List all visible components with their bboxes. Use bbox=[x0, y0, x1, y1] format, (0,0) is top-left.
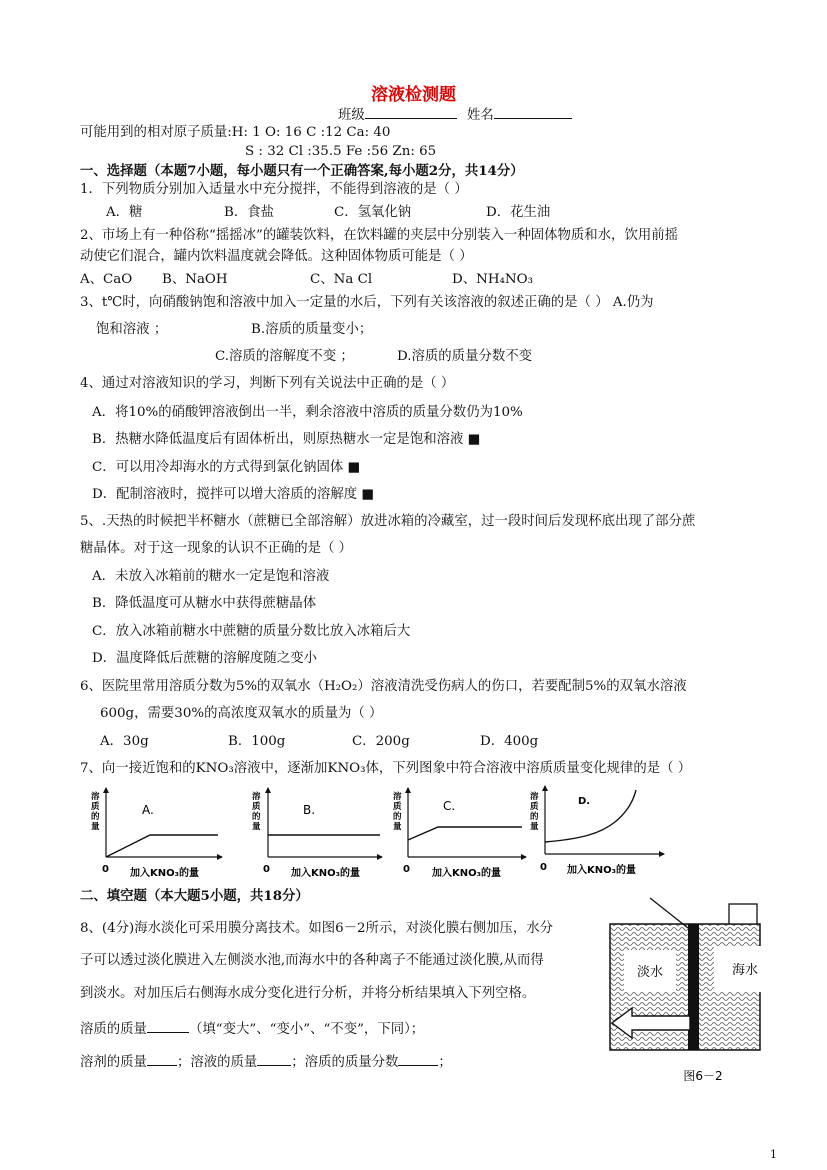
membrane bbox=[688, 924, 699, 1050]
q7-graph-c-xlabel: 加入KNO₃的量 bbox=[432, 868, 501, 879]
q1-option-c: C．氢氧化钠 bbox=[334, 205, 412, 220]
q5-stem-1: 5、.天热的时候把半杯糖水（蔗糖已全部溶解）放进冰箱的冷藏室，过一段时间后发现杯底出现了部分蔗 bbox=[80, 514, 696, 529]
figure-caption: 图6－2 bbox=[683, 1069, 723, 1083]
q7-graph-c-ylabel-4: 量 bbox=[393, 822, 402, 832]
q2-option-b: B、NaOH bbox=[162, 272, 228, 287]
q3-stem: 3、t℃时，向硝酸钠饱和溶液中加入一定量的水后，下列有关该溶液的叙述正确的是（ ） A.仍为 bbox=[80, 295, 654, 310]
section-1-heading: 一、选择题（本题7小题，每小题只有一个正确答案,每小题2分，共14分） bbox=[80, 163, 524, 179]
q7-graph-b-ylabel-3: 的 bbox=[252, 812, 261, 822]
q7-graph-b-label: B. bbox=[303, 803, 316, 817]
q7-graph-a-ylabel-4: 量 bbox=[91, 822, 100, 832]
q5-option-a: A．未放入冰箱前的糖水一定是饱和溶液 bbox=[92, 569, 330, 584]
q7-graph-a-xlabel: 加入KNO₃的量 bbox=[130, 868, 199, 879]
q7-graph-c-curve bbox=[408, 827, 522, 840]
q7-graph-a-origin: 0 bbox=[102, 864, 109, 875]
q7-graph-b bbox=[252, 788, 382, 879]
q8-mass-fraction-blank[interactable] bbox=[398, 1051, 438, 1066]
q3-option-a-cont: 饱和溶液 ； bbox=[96, 322, 168, 337]
q7-graph-c-ylabel-3: 的 bbox=[393, 812, 402, 822]
sea-water-label: 海水 bbox=[731, 963, 759, 978]
q1-option-d: D．花生油 bbox=[486, 205, 551, 220]
q7-graphs bbox=[0, 782, 827, 882]
q1-options bbox=[106, 204, 550, 222]
q7-graph-a-curve bbox=[106, 835, 218, 857]
q6-options bbox=[100, 733, 538, 751]
q4-option-c: C．可以用冷却海水的方式得到氯化钠固体 ■ bbox=[92, 460, 361, 475]
q6-option-a: A．30g bbox=[100, 734, 149, 749]
q7-graph-d-ylabel-1: 溶 bbox=[530, 792, 539, 802]
atomic-mass-line-1: 可能用到的相对原子质量:H: 1 O: 16 C :12 Ca: 40 bbox=[80, 125, 391, 140]
q7-graph-c-ylabel-2: 质 bbox=[393, 802, 402, 812]
q8-instruction: （填“变大”、“变小”、“不变”，下同）； bbox=[188, 1022, 425, 1037]
q7-graph-d-ylabel-3: 的 bbox=[530, 812, 539, 822]
q7-graph-a bbox=[91, 788, 222, 879]
q7-graph-d-xlabel: 加入KNO₃的量 bbox=[567, 865, 636, 876]
q7-graph-b-origin: 0 bbox=[263, 864, 270, 875]
q8-line-2: 子可以透过淡化膜进入左侧淡水池,而海水中的各种离子不能通过淡化膜,从而得 bbox=[80, 953, 544, 968]
q7-graph-d-origin: 0 bbox=[540, 862, 547, 873]
q3-option-c: C.溶质的溶解度不变 ； bbox=[215, 349, 354, 364]
section-2-heading: 二、填空题（本大题5小题，共18分） bbox=[80, 888, 309, 904]
q6-option-d: D．400g bbox=[480, 734, 539, 749]
q8-line-1: 8、(4分)海水淡化可采用膜分离技术。如图6－2所示，对淡化膜右侧加压，水分 bbox=[80, 921, 554, 936]
q8-end-mark: ； bbox=[438, 1055, 452, 1070]
q5-option-c: C．放入冰箱前糖水中蔗糖的质量分数比放入冰箱后大 bbox=[92, 624, 411, 639]
class-blank[interactable] bbox=[365, 104, 457, 119]
q7-graph-d-ylabel-4: 量 bbox=[530, 822, 539, 832]
q8-solute-mass-label: 溶质的质量 bbox=[80, 1022, 147, 1037]
q7-graph-d bbox=[530, 786, 664, 876]
q5-option-d: D．温度降低后蔗糖的溶解度随之变小 bbox=[92, 651, 317, 666]
q7-graph-a-label: A. bbox=[142, 803, 154, 817]
q2-option-c: C、Na Cl bbox=[310, 272, 373, 287]
q7-graph-a-ylabel-1: 溶 bbox=[91, 792, 100, 802]
q8-solution-mass-blank[interactable] bbox=[257, 1051, 291, 1066]
q2-stem-2: 动使它们混合，罐内饮料温度就会降低。这种固体物质可能是（ ） bbox=[80, 249, 473, 264]
q8-line-4 bbox=[80, 1018, 424, 1039]
q7-graph-b-ylabel-4: 量 bbox=[252, 822, 261, 832]
q2-stem-1: 2、市场上有一种俗称“摇摇冰”的罐装饮料，在饮料罐的夹层中分别装入一种固体物质和水，饮用前摇 bbox=[80, 228, 679, 243]
atomic-mass-line-2: S : 32 Cl :35.5 Fe :56 Zn: 65 bbox=[245, 144, 437, 159]
q8-solvent-mass-label: 溶剂的质量 bbox=[80, 1055, 147, 1070]
q7-graph-b-xlabel: 加入KNO₃的量 bbox=[291, 868, 360, 879]
q6-option-c: C．200g bbox=[352, 734, 410, 749]
q7-graph-c bbox=[393, 788, 526, 879]
q8-solution-mass-label: ；溶液的质量 bbox=[176, 1055, 258, 1070]
q4-option-d: D．配制溶液时，搅拌可以增大溶质的溶解度 ■ bbox=[92, 487, 375, 502]
q3-line-2 bbox=[96, 321, 372, 339]
q1-option-b: B．食盐 bbox=[224, 205, 275, 220]
q7-graph-c-ylabel-1: 溶 bbox=[393, 792, 402, 802]
q5-option-b: B．降低温度可从糖水中获得蔗糖晶体 bbox=[92, 596, 317, 611]
q8-solute-mass-blank[interactable] bbox=[147, 1018, 189, 1033]
q1-option-a: A．糖 bbox=[106, 205, 143, 220]
fresh-water-label: 淡水 bbox=[636, 965, 664, 980]
q3-option-d: D.溶质的质量分数不变 bbox=[397, 349, 533, 364]
class-name-line bbox=[338, 104, 572, 125]
q4-option-a: A．将10%的硝酸钾溶液倒出一半，剩余溶液中溶质的质量分数仍为10% bbox=[92, 405, 523, 420]
q7-graph-b-ylabel-2: 质 bbox=[252, 802, 261, 812]
q7-graph-c-origin: 0 bbox=[403, 864, 410, 875]
q7-graph-a-ylabel-2: 质 bbox=[91, 802, 100, 812]
q7-graph-d-ylabel-2: 质 bbox=[530, 802, 539, 812]
q4-option-b: B．热糖水降低温度后有固体析出，则原热糖水一定是饱和溶液 ■ bbox=[92, 432, 481, 447]
q8-line-5 bbox=[80, 1051, 452, 1072]
q6-stem-2: 600g，需要30%的高浓度双氧水的质量为（ ） bbox=[100, 706, 383, 721]
q8-mass-fraction-label: ；溶质的质量分数 bbox=[291, 1055, 399, 1070]
q1-stem: 1．下列物质分别加入适量水中充分搅拌，不能得到溶液的是（ ） bbox=[80, 182, 468, 197]
name-label: 姓名 bbox=[467, 108, 494, 123]
q7-graph-b-ylabel-1: 溶 bbox=[252, 792, 261, 802]
piston bbox=[729, 904, 757, 924]
q7-graph-c-label: C. bbox=[443, 799, 456, 813]
q2-option-a: A、CaO bbox=[80, 272, 133, 287]
q8-solvent-mass-blank[interactable] bbox=[147, 1051, 177, 1066]
q4-stem: 4、通过对溶液知识的学习，判断下列有关说法中正确的是（ ） bbox=[80, 376, 455, 391]
q7-graph-d-curve bbox=[545, 790, 636, 842]
q3-option-b: B.溶质的质量变小； bbox=[251, 322, 373, 337]
name-blank[interactable] bbox=[494, 104, 572, 119]
q8-line-3: 到淡水。对加压后右侧海水成分变化进行分析，并将分析结果填入下列空格。 bbox=[80, 986, 536, 1001]
q7-stem: 7、向一接近饱和的KNO₃溶液中，逐渐加KNO₃体，下列图象中符合溶液中溶质质量变化规律的是（ ） bbox=[80, 761, 692, 776]
q2-options bbox=[80, 271, 533, 289]
q7-graph-a-ylabel-3: 的 bbox=[91, 812, 100, 822]
q2-option-d: D、NH₄NO₃ bbox=[452, 272, 533, 287]
class-label: 班级 bbox=[338, 108, 365, 123]
membrane-figure bbox=[600, 896, 770, 1086]
q6-stem-1: 6、医院里常用溶质分数为5%的双氧水（H₂O₂）溶液清洗受伤病人的伤口，若要配制5%的双氧水溶液 bbox=[80, 679, 687, 694]
q3-line-3 bbox=[215, 348, 532, 366]
page-title: 溶液检测题 bbox=[371, 85, 456, 105]
q7-graph-d-label: D. bbox=[578, 796, 591, 807]
q5-stem-2: 糖晶体。对于这一现象的认识不正确的是（ ） bbox=[80, 541, 353, 556]
q6-option-b: B．100g bbox=[228, 734, 286, 749]
page-number: 1 bbox=[770, 1148, 777, 1161]
